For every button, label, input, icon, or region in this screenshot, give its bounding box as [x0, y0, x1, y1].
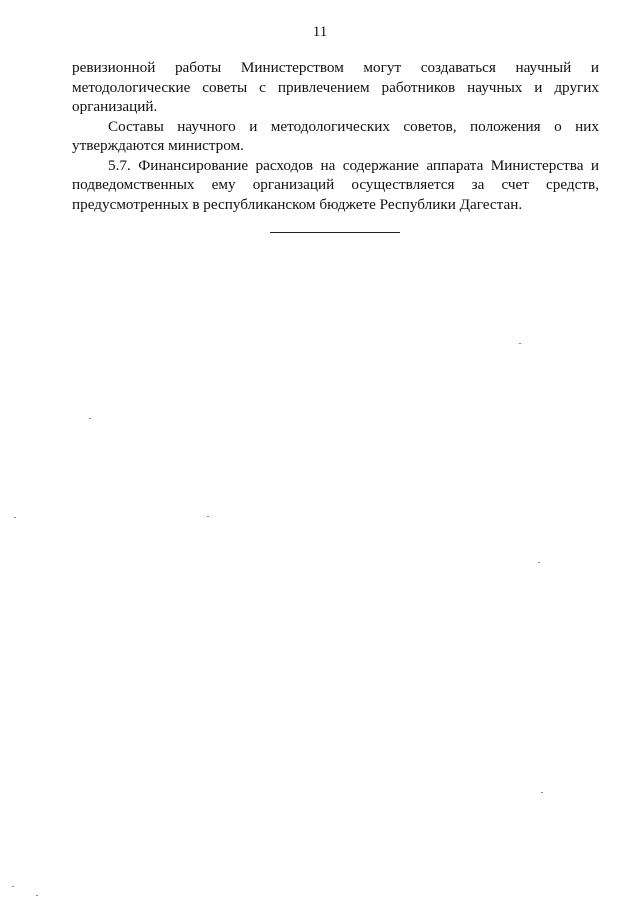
scan-speck: [14, 517, 16, 518]
scan-speck: [519, 343, 521, 344]
scan-speck: [36, 895, 38, 896]
end-divider-line: [270, 232, 400, 233]
paragraph-financing: 5.7. Финансирование расходов на содержание аппарата Министерства и подведомственных ему организаций осуществляется за счет средств, предусмотренных в республиканском бюджете Республики Дагестан.: [72, 156, 599, 213]
scan-speck: [541, 792, 543, 793]
scan-speck: [12, 886, 14, 887]
page-number: 11: [312, 24, 328, 40]
paragraph-continuation: ревизионной работы Министерством могут создаваться научный и методологические советы с привлечением работников научных и других организаций.: [72, 59, 599, 115]
document-body: [72, 58, 599, 214]
scan-speck: [538, 562, 540, 563]
scan-speck: [207, 516, 209, 517]
paragraph-council-composition: Составы научного и методологических советов, положения о них утверждаются министром.: [72, 117, 599, 154]
scan-speck: [89, 418, 91, 419]
